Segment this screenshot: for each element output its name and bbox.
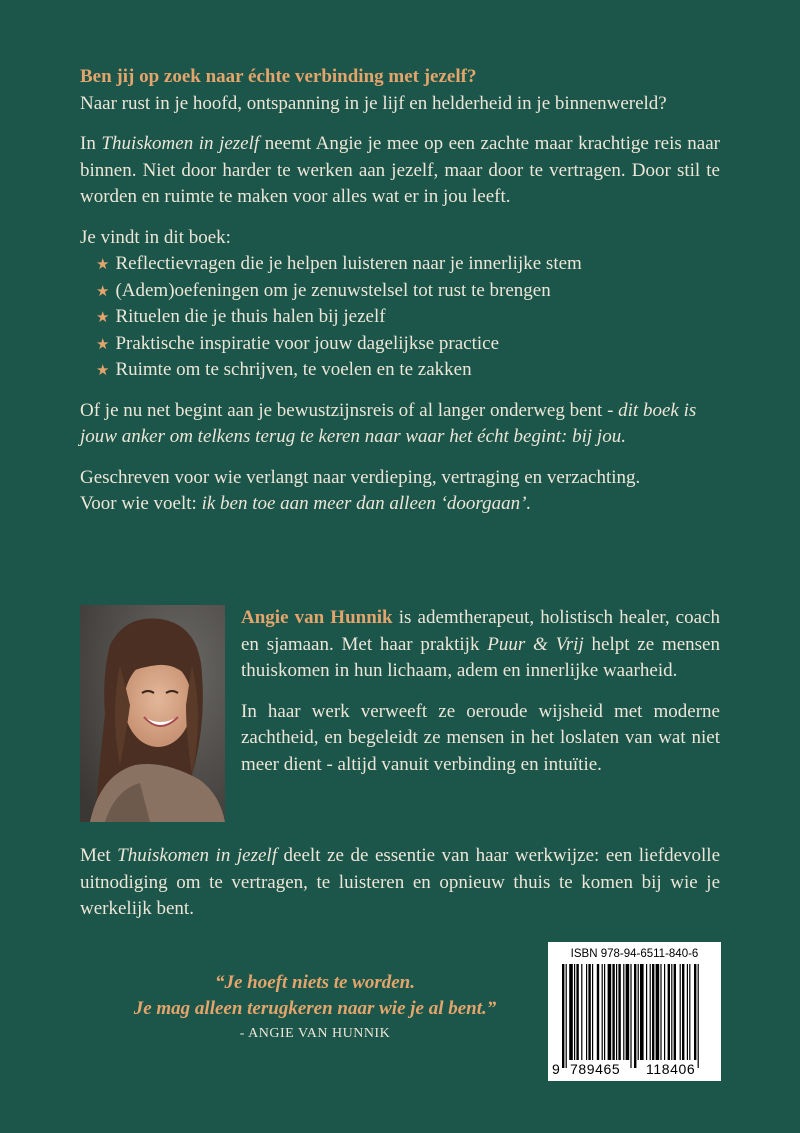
author-name: Angie van Hunnik xyxy=(241,607,393,628)
barcode-bar xyxy=(650,964,651,1060)
barcode-bar xyxy=(618,964,620,1060)
back-cover-text xyxy=(80,64,720,518)
author-photo xyxy=(80,605,225,822)
barcode-bar xyxy=(569,964,573,1060)
bio-paragraph-1: Angie van Hunnik is ademtherapeut, holistisch healer, coach en sjamaan. Met haar praktijk Puur & Vrij helpt ze mensen thuiskomen in hun lichaam, adem en innerlijke waarheid. xyxy=(241,607,720,681)
barcode-digit-lead: 9 xyxy=(552,1061,561,1077)
barcode-bar xyxy=(689,964,690,1060)
bio-paragraph-2: In haar werk verweeft ze oeroude wijsheid met moderne zachtheid, en begeleidt ze mensen in het loslaten van wat niet meer dient - altijd vanuit verbinding en intuïtie. xyxy=(241,700,720,775)
book-title: Thuiskomen in jezelf xyxy=(101,133,260,154)
barcode-bar xyxy=(602,964,603,1060)
barcode-bar xyxy=(634,964,636,1068)
anchor-paragraph: Of je nu net begint aan je bewustzijnsreis of al langer onderweg bent - dit boek is jouw anker om telkens terug te keren naar waar het écht begint: bij jou. xyxy=(80,399,697,447)
barcode-bar xyxy=(592,964,593,1060)
barcode-bar xyxy=(664,964,665,1060)
list-item: ★ Ruimte om te schrijven, te voelen en te zakken xyxy=(96,357,720,384)
barcode-bar xyxy=(562,964,564,1068)
barcode-bar xyxy=(566,964,567,1068)
barcode-bar xyxy=(623,964,624,1060)
barcode-bar xyxy=(630,964,631,1068)
barcode-bar xyxy=(698,964,699,1068)
barcode-digits-right: 118406 xyxy=(646,1061,696,1077)
star-icon: ★ xyxy=(96,308,110,326)
star-icon: ★ xyxy=(96,255,110,273)
barcode-bar xyxy=(656,964,660,1060)
barcode-bar xyxy=(638,964,639,1060)
isbn-label: ISBN 978-94-6511-840-6 xyxy=(570,948,699,960)
quote-line-2: Je mag alleen terugkeren naar wie je al bent.” xyxy=(133,998,497,1019)
list-item: ★ Rituelen die je thuis halen bij jezelf xyxy=(96,304,720,331)
barcode-bar xyxy=(680,964,681,1060)
barcode-bar xyxy=(574,964,575,1060)
barcode-bar xyxy=(586,964,587,1060)
list-item: ★ Praktische inspiratie voor jouw dagelijkse practice xyxy=(96,331,720,358)
barcode-bar xyxy=(616,964,617,1060)
quote-line-1: “Je hoeft niets te worden. xyxy=(214,972,416,993)
quote-attribution: - ANGIE VAN HUNNIK xyxy=(239,1026,391,1041)
barcode-bar xyxy=(674,964,676,1060)
author-quote xyxy=(90,970,540,1042)
barcode-bar xyxy=(640,964,644,1060)
isbn-barcode xyxy=(548,942,721,1081)
practice-name: Puur & Vrij xyxy=(487,633,584,655)
barcode-bar xyxy=(608,964,612,1060)
barcode-bar xyxy=(581,964,582,1060)
barcode-bar xyxy=(694,964,696,1060)
barcode-digits-left: 789465 xyxy=(570,1061,621,1077)
list-item: ★ (Adem)oefeningen om je zenuwstelsel tot rust te brengen xyxy=(96,278,720,305)
barcode-bar xyxy=(682,964,684,1060)
intro-subheading: Naar rust in je hoofd, ontspanning in je lijf en helderheid in je binnenwereld? xyxy=(80,92,667,114)
barcode-bar xyxy=(668,964,670,1060)
barcode-bar xyxy=(604,964,605,1060)
star-icon: ★ xyxy=(96,361,110,379)
barcode-bar xyxy=(671,964,672,1060)
written-paragraph: Geschreven voor wie verlangt naar verdieping, vertraging en verzachting. Voor wie voelt: ik ben toe aan meer dan alleen ‘doorgaan’. xyxy=(80,466,641,514)
barcode-bar xyxy=(588,964,590,1060)
barcode-bar xyxy=(612,964,614,1060)
list-item: ★ Reflectievragen die je helpen luisteren naar je innerlijke stem xyxy=(96,251,720,278)
intro-paragraph: In Thuiskomen in jezelf neemt Angie je mee op een zachte maar krachtige reis naar binnen. Niet door harder te werken aan jezelf, maar door te vertragen. Door stil te worden en ruimte te maken voor alles wat er in jou leeft. xyxy=(80,133,721,207)
star-icon: ★ xyxy=(96,281,110,300)
barcode-bar xyxy=(626,964,630,1060)
feature-list xyxy=(80,251,720,384)
list-intro: Je vindt in dit boek: xyxy=(80,226,231,248)
barcode-bar xyxy=(652,964,654,1060)
barcode-bar xyxy=(576,964,578,1060)
author-bio xyxy=(241,605,720,778)
barcode-bar xyxy=(687,964,688,1060)
star-icon: ★ xyxy=(96,334,110,353)
barcode-bar xyxy=(597,964,599,1060)
intro-heading: Ben jij op zoek naar échte verbinding met jezelf? xyxy=(80,66,477,87)
barcode-bar xyxy=(660,964,661,1060)
closing-paragraph: Met Thuiskomen in jezelf deelt ze de essentie van haar werkwijze: een liefdevolle uitnodiging om te vertragen, te luisteren en opnieuw thuis te komen bij wie je werkelijk bent. xyxy=(80,845,721,919)
barcode-bar xyxy=(646,964,647,1060)
